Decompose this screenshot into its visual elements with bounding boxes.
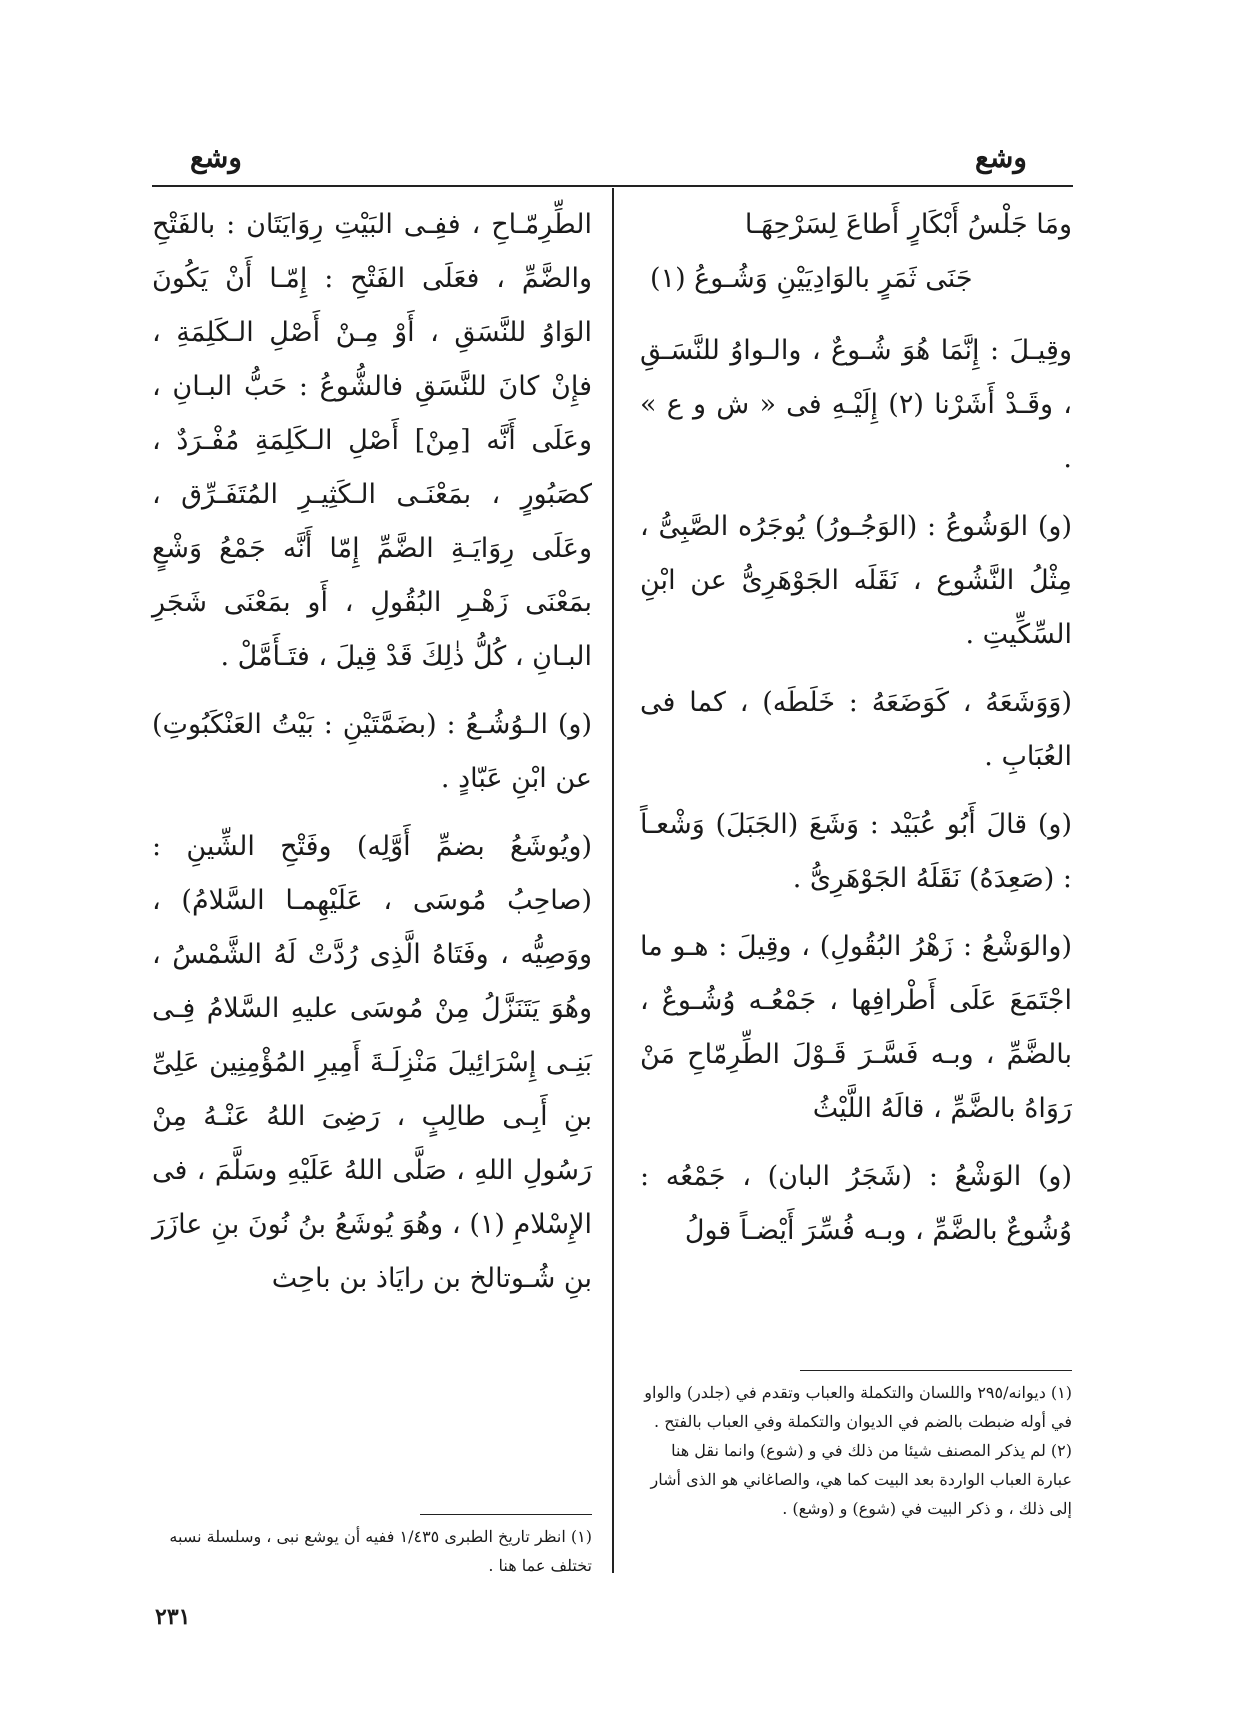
left-column	[152, 198, 592, 1320]
entry-paragraph: (ويُوشَعُ بضمِّ أَوَّلِه) وفَتْحِ الشِّينِ : (صاحِبُ مُوسَى ، عَلَيْهِمـا السَّلامُ) ، ووَصِيُّه ، وفَتَاهُ الَّذِى رُدَّتْ لَهُ الشَّمْسُ ، وهُوَ يَتَنَزَّلُ مِنْ مُوسَى عليهِ السَّلامُ فِـى بَنِـى إِسْرَائِيلَ مَنْزِلَـةَ أَمِيرِ المُؤْمِنِين عَلِىِّ بنِ أَبِـى طالِبٍ ، رَضِىَ اللهُ عَنْـهُ مِنْ رَسُولِ اللهِ ، صَلَّى اللهُ عَلَيْهِ وسَلَّمَ ، فى الإِسْلامِ (١) ، وهُوَ يُوشَعُ بنُ نُونَ بنِ عازَرَ بنِ شُـوتالخ بن رايَاذ بن باحِث	[152, 831, 592, 1294]
footnote-rule-right	[800, 1370, 1072, 1371]
entry-paragraph: (و) قالَ أَبُو عُبَيْد : وَشَعَ (الجَبَلَ) وَشْعـاً : (صَعِدَهُ) نَقَلَهُ الجَوْهَرِىُّ .	[640, 809, 1072, 894]
entry-paragraph: (و) الـوُشُـعُ : (بضَمَّتَيْنِ : بَيْتُ العَنْكَبُوتِ) عن ابْنِ عَبّادٍ .	[152, 709, 592, 794]
verse-line-1: ومَا جَلْسُ أَبْكَارٍ أَطاعَ لِسَرْحِهَـا	[744, 209, 1072, 240]
column-divider	[612, 188, 614, 1573]
running-header-left: وشع	[190, 141, 242, 174]
footnotes-right	[640, 1378, 1072, 1523]
footnote: (١) ديوانه/٢٩٥ واللسان والتكملة والعباب وتقدم في (جلدر) والواو في أوله ضبطت بالضم في الديوان والتكملة وفي العباب بالفتح .	[644, 1383, 1072, 1431]
page-number: ٢٣١	[155, 1604, 191, 1630]
footnote-rule-left	[420, 1514, 592, 1515]
entry-paragraph: (و) الوَشْعُ : (شَجَرُ البان) ، جَمْعُه : وُشُوعٌ بالضَّمِّ ، وبـه فُسِّرَ أَيْضـاً قولُ	[640, 1161, 1072, 1246]
entry-paragraph: (والوَشْعُ : زَهْرُ البُقُولِ) ، وقِيلَ : هـو ما اجْتَمَعَ عَلَى أَطْرافِها ، جَمْعُـه وُشُـوعٌ ، بالضَّمِّ ، وبـه فَسَّـرَ قَـوْلَ الطِّرِمّاحِ مَنْ رَوَاهُ بالضَّمِّ ، قالَهُ اللَّيْثُ	[640, 931, 1072, 1124]
entry-paragraph: وقِيـلَ : إِنَّمَا هُوَ شُـوعٌ ، والـواوُ للنَّسَـقِ ، وقَـدْ أَشَرْنا (٢) إِلَيْـهِ فى « ش و ع » .	[640, 335, 1072, 474]
verse-line-2: جَنَى ثَمَرٍ بالوَادِيَيْنِ وَشُـوعُ (١)	[650, 263, 973, 294]
entry-paragraph: الطِّرِمّـاحِ ، ففِـى البَيْتِ رِوَايَتَان : بالفَتْحِ والضَّمِّ ، فعَلَى الفَتْحِ : إِمّـا أَنْ يَكُونَ الوَاوُ للنَّسَقِ ، أَوْ مِـنْ أَصْلِ الـكَلِمَةِ ، فإِنْ كانَ للنَّسَقِ فالشُّوعُ : حَبُّ البـانِ ، وعَلَى أَنَّه [مِنْ] أَصْلِ الـكَلِمَةِ مُفْـرَدٌ ، كصَبُورٍ ، بمَعْنَـى الـكَثِيـرِ المُتَفَـرِّق ، وعَلَى رِوَايَـةِ الضَّمِّ إِمّا أَنَّه جَمْعُ وَشْعٍ بمَعْنَى زَهْـرِ البُقُولِ ، أَو بمَعْنَى شَجَرِ البـانِ ، كُلُّ ذٰلِكَ قَدْ قِيلَ ، فتَـأَمَّلْ .	[152, 209, 592, 672]
footnote: (١) انظر تاريخ الطبرى ١/٤٣٥ ففيه أن يوشع نبى ، وسلسلة نسبه تختلف عما هنا .	[169, 1527, 592, 1575]
entry-paragraph: (وَوَشَعَهُ ، كَوَضَعَهُ : خَلَطَه) ، كما فى العُبَابِ .	[640, 687, 1072, 772]
running-header-right: وشع	[975, 141, 1027, 174]
entry-paragraph: (و) الوَشُوعُ : (الوَجُـورُ) يُوجَرُه الصَّبِىُّ ، مِثْلُ النَّشُوع ، نَقَلَه الجَوْهَرِىُّ عن ابْنِ السِّكِّيتِ .	[640, 511, 1072, 650]
footnotes-left	[152, 1522, 592, 1580]
poem-verse	[640, 198, 1072, 306]
right-column	[640, 198, 1072, 1272]
header-rule	[152, 185, 1073, 187]
footnote: (٢) لم يذكر المصنف شيئا من ذلك في و (شوع) وانما نقل هنا عبارة العباب الواردة بعد البيت كما هي، والصاغاني هو الذى أشار إلى ذلك ، و ذكر البيت في (شوع) و (وشع) .	[650, 1441, 1072, 1518]
